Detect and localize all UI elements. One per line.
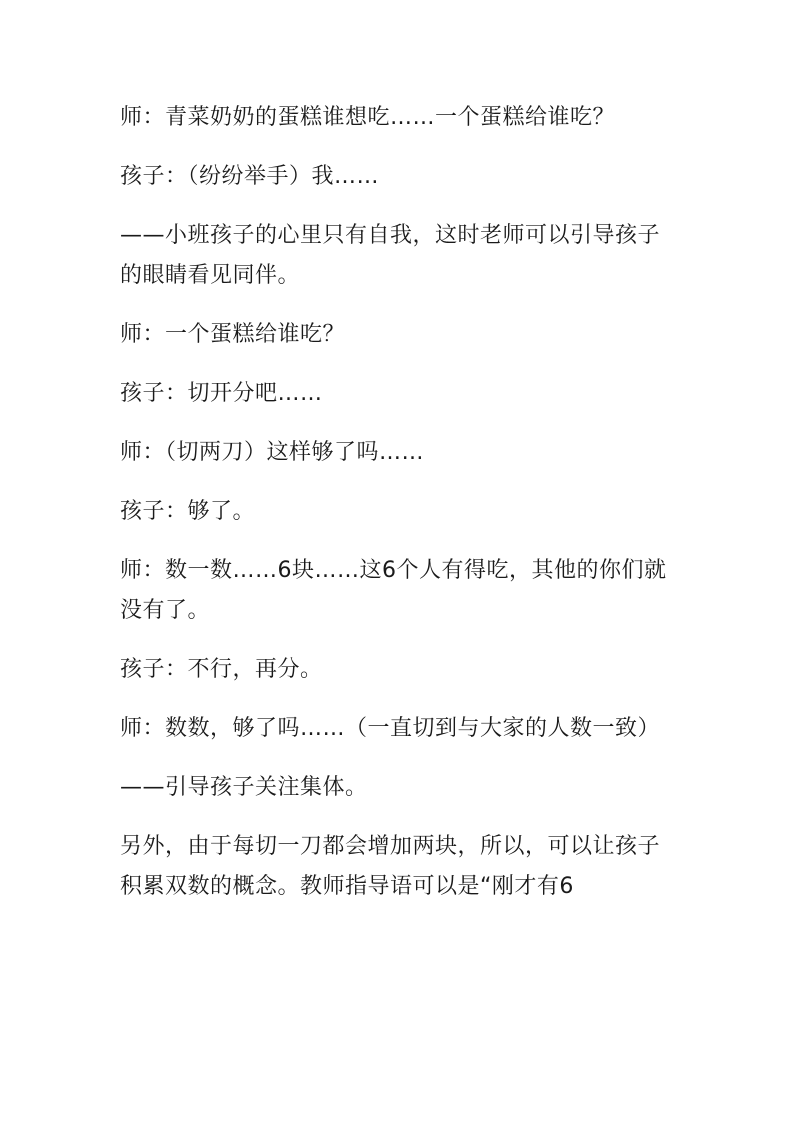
- paragraph-even-numbers: 另外，由于每切一刀都会增加两块，所以，可以让孩子积累双数的概念。教师指导语可以是“刚才有6: [120, 834, 661, 899]
- paragraph-teacher-question: 师：青菜奶奶的蛋糕谁想吃……一个蛋糕给谁吃？: [120, 105, 616, 130]
- paragraph-children-raise-hands: 孩子：（纷纷举手）我……: [120, 164, 380, 189]
- paragraph-children-enough: 孩子：够了。: [120, 499, 256, 524]
- paragraph-teacher-count-again: 师：数数，够了吗……（一直切到与大家的人数一致）: [120, 716, 661, 741]
- document-body: [120, 98, 680, 926]
- paragraph-teacher-count: 师：数一数……6块……这6个人有得吃，其他的你们就没有了。: [120, 558, 667, 623]
- paragraph-children-not-ok: 孩子：不行，再分。: [120, 657, 323, 682]
- paragraph-commentary-group: ——引导孩子关注集体。: [120, 775, 368, 800]
- paragraph-teacher-who-eats: 师：一个蛋糕给谁吃？: [120, 322, 346, 347]
- paragraph-commentary-self: ——小班孩子的心里只有自我，这时老师可以引导孩子的眼睛看见同伴。: [120, 223, 661, 288]
- paragraph-children-cut: 孩子：切开分吧……: [120, 381, 323, 406]
- paragraph-teacher-two-cuts: 师：（切两刀）这样够了吗……: [120, 440, 425, 465]
